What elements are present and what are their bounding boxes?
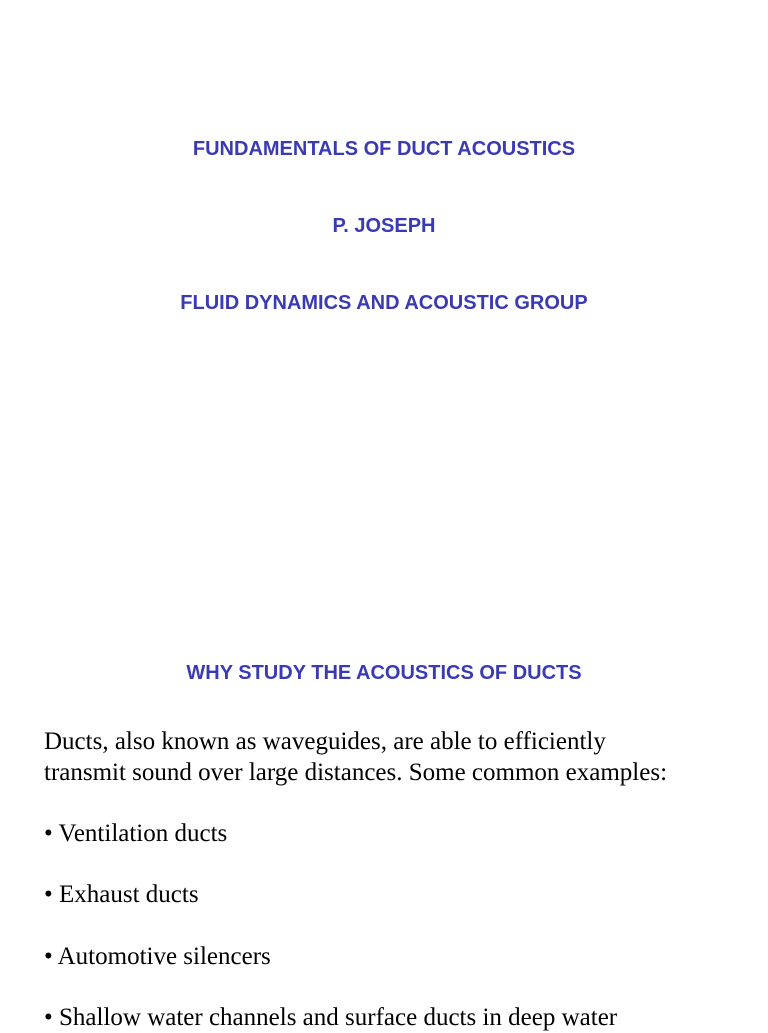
list-item: • Exhaust ducts: [44, 881, 199, 908]
group-name: FLUID DYNAMICS AND ACOUSTIC GROUP: [180, 292, 588, 314]
intro-line-2: transmit sound over large distances. Some common examples:: [44, 759, 668, 786]
author-name: P. JOSEPH: [332, 215, 436, 237]
list-item: • Automotive silencers: [44, 943, 271, 970]
list-item: • Ventilation ducts: [44, 820, 228, 847]
section-heading: WHY STUDY THE ACOUSTICS OF DUCTS: [186, 662, 582, 684]
document-title: FUNDAMENTALS OF DUCT ACOUSTICS: [192, 138, 576, 160]
intro-paragraph: [44, 726, 744, 788]
list-item: • Shallow water channels and surface ducts in deep water: [44, 1004, 618, 1031]
intro-line-1: Ducts, also known as waveguides, are able to efficiently: [44, 728, 606, 755]
